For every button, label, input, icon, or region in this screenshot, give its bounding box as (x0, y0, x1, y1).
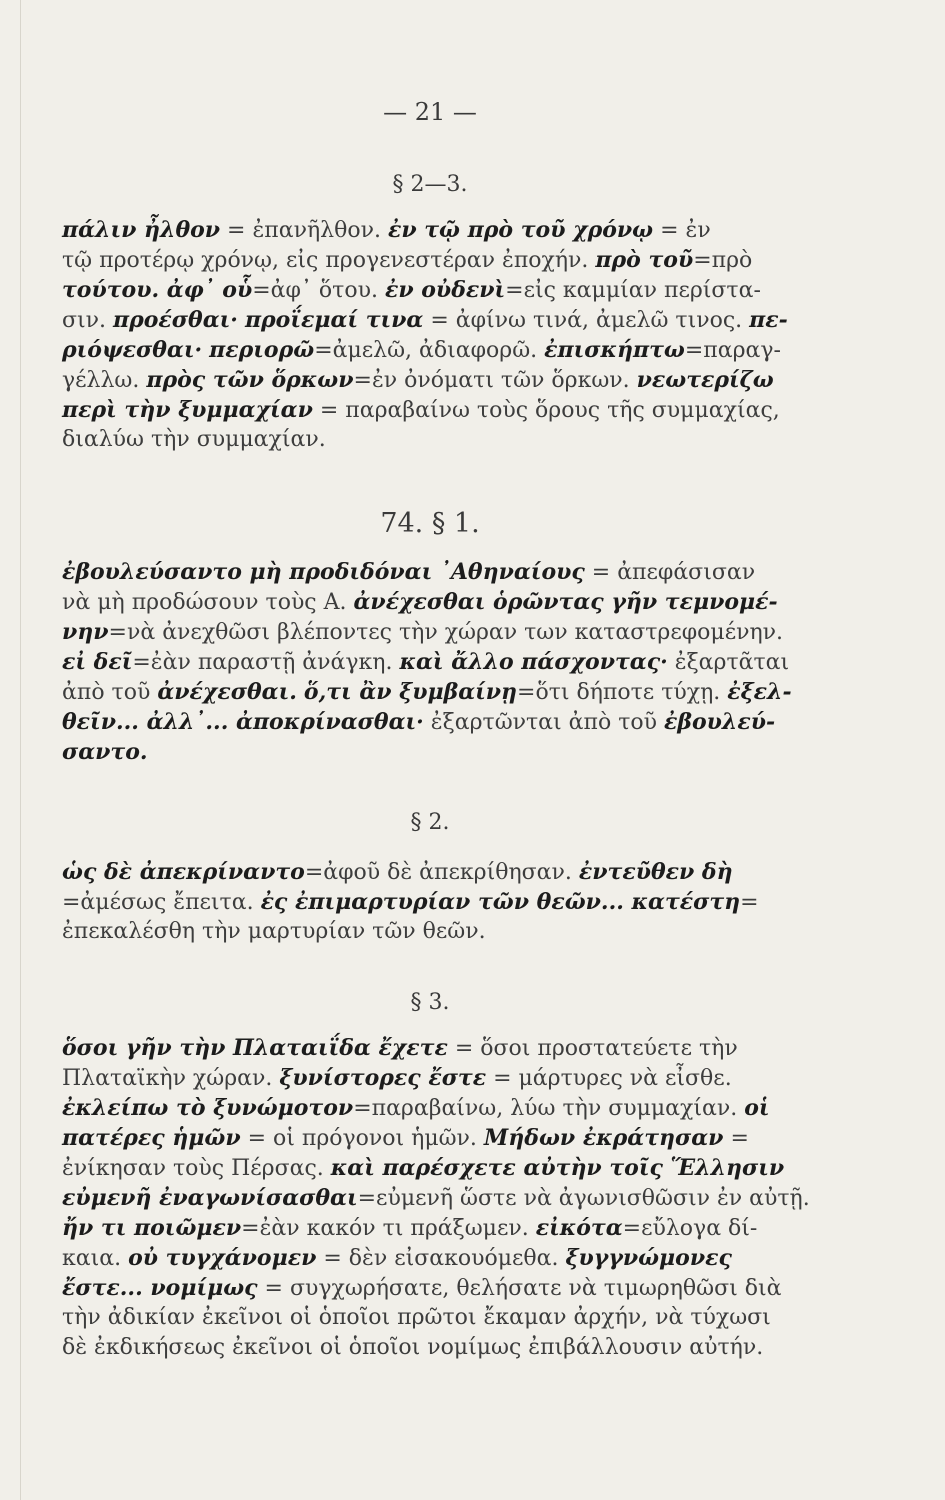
gloss-text: καια. (62, 1246, 129, 1271)
gloss-text: =ἐν ὀνόματι τῶν ὅρκων. (353, 368, 637, 393)
lemma-text: Μήδων ἐκράτησαν (483, 1125, 724, 1151)
text-line (62, 917, 830, 947)
commentary-paragraph (62, 857, 830, 947)
gloss-text: = (740, 890, 759, 915)
text-line (62, 275, 830, 305)
lemma-text: ἐκλείπω τὸ ξυνώμοτον (62, 1095, 354, 1121)
text-line (62, 857, 830, 887)
gloss-text: =ἀφ᾽ ὅτου. (252, 278, 385, 303)
gloss-text: = ὅσοι προστατεύετε τὴν (447, 1036, 738, 1061)
section-heading: 74. § 1. (380, 508, 480, 539)
gloss-text: = δὲν εἰσακουόμεθα. (316, 1246, 566, 1271)
lemma-text: ξυνίστορες ἔστε (279, 1065, 487, 1091)
gloss-text: διαλύω τὴν συμμαχίαν. (62, 427, 326, 452)
section-heading: § 2. (410, 810, 450, 835)
gloss-text: ἐπεκαλέσθη τὴν μαρτυρίαν τῶν θεῶν. (62, 919, 486, 944)
lemma-text: οὐ τυγχάνομεν (128, 1245, 317, 1271)
text-line (62, 707, 830, 737)
text-line (62, 677, 830, 707)
text-line (62, 1213, 830, 1243)
lemma-text: οἱ (744, 1095, 770, 1121)
lemma-text: ὅσοι γῆν τὴν Πλαταιΐδα ἔχετε (62, 1035, 448, 1061)
lemma-text: καὶ παρέσχετε αὐτὴν τοῖς Ἕλλησιν (330, 1155, 785, 1181)
text-line (62, 1093, 830, 1123)
lemma-text: προΐεμαί τινα (244, 307, 424, 333)
lemma-text: τούτου. ἀφ᾽ οὗ (62, 277, 253, 303)
lemma-text: ἐβουλεύσαντο μὴ προδιδόναι ᾽Αθηναίους (62, 559, 585, 585)
gloss-text: =ἀμελῶ, ἀδιαφορῶ. (314, 338, 545, 363)
commentary-paragraph (62, 215, 830, 455)
text-line (62, 425, 830, 455)
text-line (62, 1273, 830, 1303)
lemma-text: ἐν οὐδενὶ (384, 277, 506, 303)
gloss-text: ἐξαρτῶνται ἀπὸ τοῦ (423, 710, 664, 735)
text-line (62, 1063, 830, 1093)
gloss-text: =πρὸ (693, 248, 753, 273)
lemma-text: ἀνέχεσθαι ὁρῶντας γῆν τεμνομέ- (353, 589, 778, 615)
lemma-text: ἔστε... νομίμως (62, 1275, 258, 1301)
lemma-text: ἤν τι ποιῶμεν (62, 1215, 242, 1241)
gloss-text: =εἰς καμμίαν περίστα- (505, 278, 761, 303)
text-line (62, 887, 830, 917)
gloss-text: τῷ προτέρῳ χρόνῳ, εἰς προγενεστέραν ἐποχήν. (62, 248, 596, 273)
text-line (62, 305, 830, 335)
gloss-text: = ἀπεφάσισαν (584, 560, 756, 585)
text-line (62, 245, 830, 275)
lemma-text: περὶ τὴν ξυμμαχίαν (62, 397, 313, 423)
gloss-text: =εὐμενῆ ὥστε νὰ ἀγωνισθῶσιν ἐν αὐτῇ. (357, 1186, 810, 1211)
section-heading: § 2—3. (392, 172, 468, 197)
gloss-text: =ἀμέσως ἔπειτα. (62, 890, 261, 915)
lemma-text: ἐς ἐπιμαρτυρίαν τῶν θεῶν... κατέστη (260, 889, 741, 915)
gloss-text: = ἐν (653, 218, 711, 243)
gloss-text: =ἐὰν παραστῇ ἀνάγκη. (132, 650, 400, 675)
gloss-text: = παραβαίνω τοὺς ὅρους τῆς συμμαχίας, (312, 398, 780, 423)
gloss-text: =ὅτι δήποτε τύχῃ. (517, 680, 728, 705)
gloss-text (238, 308, 245, 333)
lemma-text: περιορῶ (209, 337, 315, 363)
gloss-text: ἐξαρτᾶται (667, 650, 790, 675)
text-line (62, 1123, 830, 1153)
gloss-text: δὲ ἐκδικήσεως ἐκεῖνοι οἱ ὁποῖοι νομίμως ἐπιβάλλουσιν αὐτήν. (62, 1335, 764, 1360)
lemma-text: ἐντεῦθεν δὴ (578, 859, 733, 885)
gloss-text: =ἐὰν κακόν τι πράξωμεν. (241, 1216, 536, 1241)
text-line (62, 1183, 830, 1213)
lemma-text: προέσθαι· (113, 307, 238, 333)
gloss-text: =ἀφοῦ δὲ ἀπεκρίθησαν. (304, 860, 579, 885)
text-line (62, 1033, 830, 1063)
gloss-text: νὰ μὴ προδώσουν τοὺς Α. (62, 590, 354, 615)
lemma-text: πρὸ τοῦ (595, 247, 694, 273)
gloss-text: ἀπὸ τοῦ (62, 680, 158, 705)
gloss-text: = συγχωρήσατε, θελήσατε νὰ τιμωρηθῶσι διὰ (257, 1276, 782, 1301)
text-line (62, 335, 830, 365)
lemma-text: πε- (749, 307, 788, 333)
gloss-text: τὴν ἀδικίαν ἐκεῖνοι οἱ ὁποῖοι πρῶτοι ἔκαμαν ἀρχήν, νὰ τύχωσι (62, 1305, 771, 1330)
text-line (62, 737, 830, 767)
text-line (62, 587, 830, 617)
lemma-text: ἀνέχεσθαι. (157, 679, 297, 705)
section-heading: § 3. (410, 990, 450, 1015)
gloss-text (297, 680, 304, 705)
text-line (62, 365, 830, 395)
lemma-text: νην (62, 619, 109, 645)
text-line (62, 395, 830, 425)
gloss-text: Πλαταϊκὴν χώραν. (62, 1066, 280, 1091)
gloss-text: = (723, 1126, 749, 1151)
gloss-text: =παραγ- (684, 338, 781, 363)
text-line (62, 1333, 830, 1363)
lemma-text: ριόψεσθαι· (62, 337, 203, 363)
lemma-text: εἰ δεῖ (62, 649, 133, 675)
gloss-text: ἐνίκησαν τοὺς Πέρσας. (62, 1156, 331, 1181)
gloss-text: = μάρτυρες νὰ εἶσθε. (486, 1066, 732, 1091)
text-line (62, 617, 830, 647)
lemma-text: ἐξελ- (727, 679, 792, 705)
lemma-text: πατέρες ἡμῶν (62, 1125, 241, 1151)
gloss-text: = οἱ πρόγονοι ἡμῶν. (240, 1126, 484, 1151)
lemma-text: εἰκότα (535, 1215, 623, 1241)
lemma-text: νεωτερίζω (636, 367, 774, 393)
page-edge-line (20, 0, 21, 1500)
gloss-text: σιν. (62, 308, 114, 333)
lemma-text: καὶ ἄλλο πάσχοντας· (399, 649, 668, 675)
text-line (62, 1303, 830, 1333)
page-number: — 21 — (383, 98, 477, 126)
lemma-text: πρὸς τῶν ὅρκων (146, 367, 354, 393)
gloss-text: =παραβαίνω, λύω τὴν συμμαχίαν. (353, 1096, 745, 1121)
lemma-text: θεῖν... ἀλλ᾽... ἀποκρίνασθαι· (62, 709, 424, 735)
text-line (62, 557, 830, 587)
text-line (62, 1153, 830, 1183)
lemma-text: ξυγγνώμονες (565, 1245, 732, 1271)
gloss-text: =εὔλογα δί- (622, 1216, 758, 1241)
gloss-text: = ἀφίνω τινά, ἀμελῶ τινος. (423, 308, 750, 333)
lemma-text: πάλιν ἦλθον (62, 217, 221, 243)
lemma-text: σαντο. (62, 739, 148, 765)
lemma-text: ἐν τῷ πρὸ τοῦ χρόνῳ (387, 217, 654, 243)
lemma-text: ἐπισκήπτω (544, 337, 685, 363)
lemma-text: εὐμενῆ ἐναγωνίσασθαι (62, 1185, 358, 1211)
gloss-text: γέλλω. (62, 368, 147, 393)
lemma-text: ἐβουλεύ- (664, 709, 776, 735)
text-line (62, 647, 830, 677)
text-line (62, 215, 830, 245)
gloss-text: = ἐπανῆλθον. (220, 218, 388, 243)
commentary-paragraph (62, 1033, 830, 1363)
lemma-text: ὅ,τι ἂν ξυμβαίνῃ (303, 679, 518, 705)
text-line (62, 1243, 830, 1273)
gloss-text: =νὰ ἀνεχθῶσι βλέποντες τὴν χώραν των καταστρεφομένην. (108, 620, 784, 645)
commentary-paragraph (62, 557, 830, 767)
lemma-text: ὡς δὲ ἀπεκρίναντο (62, 859, 305, 885)
